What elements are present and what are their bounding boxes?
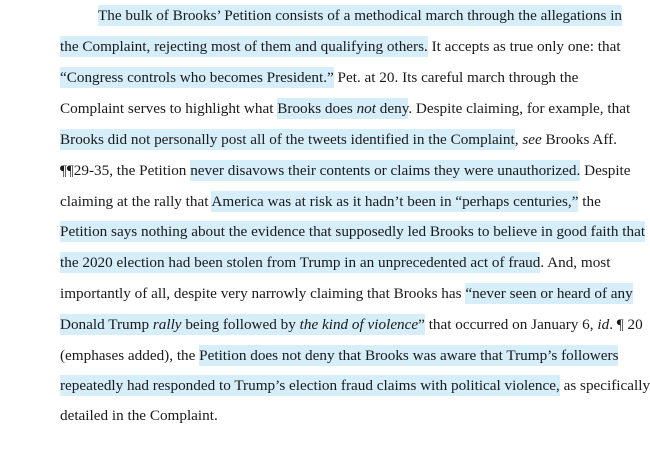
text-run: Despite — [580, 162, 631, 179]
highlighted-text: never disavows their contents or claims they were unauthorized. — [190, 162, 581, 179]
highlighted-text: being followed by — [181, 316, 300, 333]
text-run: (emphases added), the — [60, 347, 200, 364]
text-run: . ¶ 20 — [609, 316, 643, 333]
text-line-13 — [60, 376, 650, 396]
text-line-8 — [60, 222, 645, 242]
text-run: . Despite claiming, for example, that — [408, 100, 631, 117]
text-line-10 — [60, 284, 633, 304]
text-line-6 — [60, 161, 631, 181]
highlighted-text: Brooks did not personally post all of the tweets identified in the Complaint — [60, 131, 515, 148]
text-line-3 — [60, 68, 578, 88]
text-run: claiming at the rally that — [60, 193, 212, 210]
highlighted-text: “never seen or heard of any — [465, 285, 633, 302]
highlighted-text: The bulk of Brooks’ Petition consists of a methodical march through the allegations in — [98, 7, 623, 24]
text-run: Brooks Aff. — [541, 131, 617, 148]
text-run: Complaint serves to highlight what — [60, 100, 278, 117]
text-line-9 — [60, 253, 610, 273]
highlighted-text: “Congress controls who becomes President.” — [60, 69, 334, 86]
highlighted-text: repeatedly had responded to Trump’s election fraud claims with political violence, — [60, 377, 560, 394]
highlighted-text: rally — [152, 316, 182, 333]
highlighted-text: Brooks does — [277, 100, 357, 117]
text-line-2 — [60, 37, 621, 57]
text-run: detailed in the Complaint. — [60, 407, 218, 424]
text-run: It accepts as true only one: that — [427, 38, 621, 55]
text-line-4 — [60, 99, 630, 119]
highlighted-text: America was at risk as it hadn’t been in “perhaps centuries,” — [211, 193, 579, 210]
text-run: . And, most — [540, 254, 611, 271]
text-line-5 — [60, 130, 617, 150]
text-run: that occurred on January 6, — [424, 316, 598, 333]
highlighted-text: Petition does not deny that Brooks was aware that Trump’s followers — [199, 347, 619, 364]
text-line-14 — [60, 406, 218, 426]
highlighted-text: not — [356, 100, 376, 117]
highlighted-text: the Complaint, rejecting most of them and qualifying others. — [60, 38, 428, 55]
text-line-11 — [60, 315, 643, 335]
text-run: , — [514, 131, 523, 148]
text-run: the — [578, 193, 601, 210]
text-run: as specifically — [559, 377, 650, 394]
text-run: id — [597, 316, 610, 333]
highlighted-text: the 2020 election had been stolen from Trump in an unprecedented act of fraud — [60, 254, 541, 271]
text-run: Pet. at 20. Its careful march through the — [333, 69, 579, 86]
text-run: importantly of all, despite very narrowly claiming that Brooks has — [60, 285, 466, 302]
text-line-1 — [98, 6, 622, 26]
highlighted-text: Petition says nothing about the evidence that supposedly led Brooks to believe in good faith that — [60, 223, 646, 240]
text-line-12 — [60, 346, 618, 366]
highlighted-text: the kind of violence — [299, 316, 419, 333]
highlighted-text: ” — [418, 316, 425, 333]
text-run: ¶¶29-35, the Petition — [60, 162, 191, 179]
highlighted-text: Donald Trump — [60, 316, 153, 333]
text-run: see — [522, 131, 542, 148]
highlighted-text: deny — [375, 100, 409, 117]
text-line-7 — [60, 192, 601, 212]
